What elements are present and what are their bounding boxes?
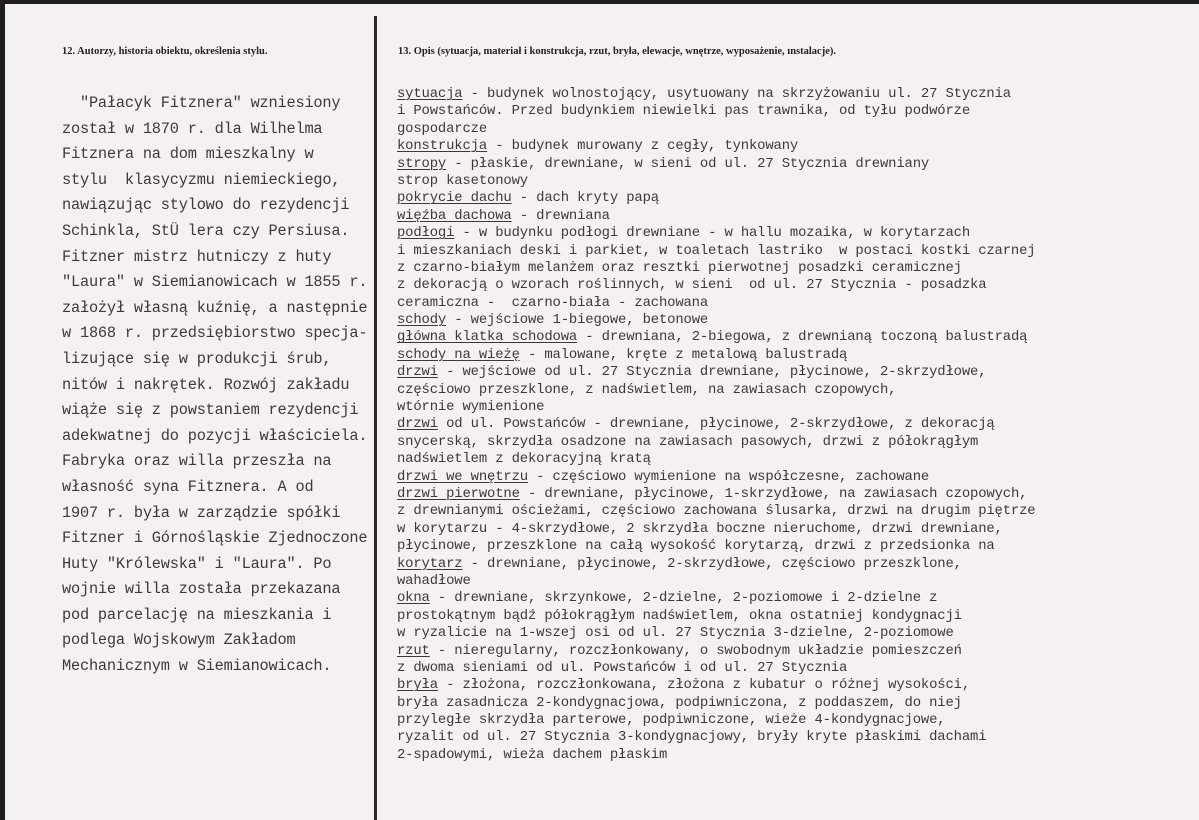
description-line <box>397 208 1189 225</box>
history-line: Schinkla, StÜ lera czy Persiusa. <box>62 221 350 240</box>
description-line <box>397 556 1189 573</box>
description-line <box>397 608 1189 625</box>
description-line <box>397 538 1189 555</box>
description-text-run: z drewnianymi ościeżami, częściowo zachowana ślusarka, drzwi na drugim piętrze <box>397 503 1036 520</box>
description-line <box>397 469 1189 486</box>
description-line <box>397 138 1189 155</box>
description-term: drzwi <box>397 364 438 381</box>
description-text-run: z dwoma sieniami od ul. Powstańców i od ul. 27 Stycznia <box>397 659 848 676</box>
description-text-run: w korytarzu - 4-skrzydłowe, 2 skrzydła boczne nieruchome, drzwi drewniane, <box>397 520 1003 537</box>
description-text-run: od ul. Powstańców - drewniane, płycinowe, 2-skrzydłowe, z dekoracją <box>437 416 995 433</box>
description-text-run: wtórnie wymienione <box>397 399 545 416</box>
history-line: lizujące się w produkcji śrub, <box>62 349 332 368</box>
page-edge-top <box>0 0 1199 4</box>
history-line: stylu klasycyzmu niemieckiego, <box>62 170 341 189</box>
history-line: "Laura" w Siemianowicach w 1855 r. <box>62 273 368 292</box>
history-line: "Pałacyk Fitznera" wzniesiony <box>62 94 341 112</box>
description-text-run: wahadłowe <box>397 572 471 589</box>
description-text-run: z dekoracją o wzorach roślinnych, w sieni od ul. 27 Stycznia - posadzka <box>397 277 987 294</box>
description-line <box>397 364 1189 381</box>
description-text-run: - częściowo wymienione na współczesne, zachowane <box>527 468 930 485</box>
description-line <box>397 86 1189 103</box>
history-line: Huty "Królewska" i "Laura". Po <box>62 554 332 573</box>
description-term: drzwi <box>397 416 438 433</box>
description-text-run: - nieregularny, rozczłonkowany, o swobodnym układzie pomieszczeń <box>429 642 962 659</box>
description-text-run: nadświetlem z dekoracyjną kratą <box>397 451 651 468</box>
history-line: wiąże się z powstaniem rezydencji <box>62 401 359 420</box>
description-line <box>397 625 1189 642</box>
description-text-run: i mieszkaniach deski i parkiet, w toaletach lastriko w postaci kostki czarnej <box>397 242 1036 259</box>
history-line: założył własną kuźnię, a następnie <box>62 298 368 317</box>
description-text-run: i Powstańców. Przed budynkiem niewielki pas trawnika, od tyłu podwórze <box>397 103 971 120</box>
description-term: sytuacja <box>397 86 463 102</box>
description-line <box>397 156 1189 173</box>
description-text-run: - płaskie, drewniane, w sieni od ul. 27 Stycznia drewniany <box>446 155 930 172</box>
description-line <box>397 103 1189 120</box>
description-text-run: - drewniana <box>511 207 610 224</box>
history-line: Mechanicznym w Siemianowicach. <box>62 657 332 676</box>
history-line: Fitzner i Górnośląskie Zjednoczone <box>62 529 368 548</box>
description-term: więźba dachowa <box>397 207 512 224</box>
description-text-run: 2-spadowymi, wieża dachem płaskim <box>397 746 668 763</box>
description-text <box>397 86 1189 764</box>
history-line: własność syna Fitznera. A od <box>62 477 314 496</box>
description-line <box>397 382 1189 399</box>
description-line <box>397 329 1189 346</box>
description-line <box>397 486 1189 503</box>
description-text-run: - wejściowe 1-biegowe, betonowe <box>446 312 709 329</box>
description-text-run: - malowane, kręte z metalową balustradą <box>519 346 848 363</box>
description-line <box>397 521 1189 538</box>
description-line <box>397 243 1189 260</box>
history-line: Fitznera na dom mieszkalny w <box>62 145 314 164</box>
description-term: drzwi we wnętrzu <box>397 468 528 485</box>
description-term: pokrycie dachu <box>397 190 512 207</box>
description-line <box>397 295 1189 312</box>
history-line: adekwatnej do pozycji właściciela. <box>62 426 368 445</box>
description-line <box>397 695 1189 712</box>
description-line <box>397 677 1189 694</box>
description-line <box>397 312 1189 329</box>
description-text-run: prostokątnym bądź półokrągłym nadświetlem, okna ostatniej kondygnacji <box>397 607 962 624</box>
description-text-run: - w budynku podłogi drewniane - w hallu mozaika, w korytarzach <box>454 225 971 242</box>
description-text-run: - drewniane, płycinowe, 1-skrzydłowe, na zawiasach czopowych, <box>519 485 1028 502</box>
description-text-run: bryła zasadnicza 2-kondygnacjowa, podpiwniczona, z poddaszem, do niej <box>397 694 962 711</box>
description-text-run: - złożona, rozczłonkowana, złożona z kubatur o różnej wysokości, <box>437 677 971 694</box>
description-line <box>397 747 1189 764</box>
description-text-run: - drewniane, skrzynkowe, 2-dzielne, 2-poziomowe i 2-dzielne z <box>429 590 938 607</box>
description-text-run: - wejściowe od ul. 27 Stycznia drewniane, płycinowe, 2-skrzydłowe, <box>437 364 987 381</box>
description-term: konstrukcja <box>397 138 488 155</box>
description-text-run: - budynek wolnostojący, usytuowany na skrzyżowaniu ul. 27 Stycznia <box>462 86 1011 102</box>
history-line: został w 1870 r. dla Wilhelma <box>62 119 323 138</box>
history-line: pod parcelację na mieszkania i <box>62 605 332 624</box>
description-term: główna klatka schodowa <box>397 329 578 346</box>
history-line: w 1868 r. przedsiębiorstwo specja- <box>62 324 368 343</box>
history-line: Fabryka oraz willa przeszła na <box>62 452 332 471</box>
description-text-run: strop kasetonowy <box>397 172 528 189</box>
description-term: podłogi <box>397 225 455 242</box>
description-line <box>397 121 1189 138</box>
description-term: stropy <box>397 155 447 172</box>
history-line: nitów i nakrętek. Rozwój zakładu <box>62 375 350 394</box>
description-text-run: - drewniane, płycinowe, 2-skrzydłowe, częściowo przeszklone, <box>462 555 962 572</box>
description-line <box>397 190 1189 207</box>
history-line: wojnie willa została przekazana <box>62 580 341 599</box>
description-text-run: z czarno-białym melanżem oraz resztki pierwotnej posadzki ceramicznej <box>397 259 962 276</box>
description-line <box>397 260 1189 277</box>
description-term: schody na wieżę <box>397 346 520 363</box>
description-text-run: ceramiczna - czarno-biała - zachowana <box>397 294 709 311</box>
description-line <box>397 643 1189 660</box>
description-line <box>397 660 1189 677</box>
history-line: 1907 r. była w zarządzie spółki <box>62 503 341 522</box>
description-term: drzwi pierwotne <box>397 485 520 502</box>
description-text-run: częściowo przeszklone, z nadświetlem, na zawiasach czopowych, <box>397 381 897 398</box>
description-line <box>397 173 1189 190</box>
description-term: bryła <box>397 677 438 694</box>
description-line <box>397 434 1189 451</box>
history-line: nawiązując stylowo do rezydencji <box>62 196 350 215</box>
description-line <box>397 712 1189 729</box>
description-line <box>397 573 1189 590</box>
description-line <box>397 729 1189 746</box>
history-line: Fitzner mistrz hutniczy z huty <box>62 247 332 266</box>
description-line <box>397 451 1189 468</box>
description-line <box>397 277 1189 294</box>
history-line: podlega Wojskowym Zakładom <box>62 631 296 650</box>
description-text-run: przyległe skrzydła parterowe, podpiwniczone, wieże 4-kondygnacjowe, <box>397 712 946 729</box>
column-divider <box>374 16 377 820</box>
description-line <box>397 416 1189 433</box>
description-text-run: snycerską, skrzydła osadzone na zawiasach pasowych, drzwi z półokrągłym <box>397 433 979 450</box>
description-term: okna <box>397 590 430 607</box>
description-line <box>397 225 1189 242</box>
description-term: korytarz <box>397 555 463 572</box>
description-text-run: - budynek murowany z cegły, tynkowany <box>487 138 799 155</box>
description-line <box>397 590 1189 607</box>
description-term: rzut <box>397 642 430 659</box>
description-line <box>397 347 1189 364</box>
description-line <box>397 503 1189 520</box>
history-text <box>62 91 374 680</box>
page-edge-left <box>0 0 5 820</box>
section-13-header: 13. Opis (sytuacja, materiał i konstrukcja, rzut, bryła, elewacje, wnętrze, wyposażenie, ınstalacje). <box>398 46 837 57</box>
description-text-run: - dach kryty papą <box>511 190 659 207</box>
description-line <box>397 399 1189 416</box>
description-text-run: gospodarcze <box>397 120 488 137</box>
section-12-header: 12. Autorzy, historia obiektu, określenia stylu. <box>62 46 268 57</box>
description-text-run: ryzalit od ul. 27 Stycznia 3-kondygnacjowy, bryły kryte płaskimi dachami <box>397 729 987 746</box>
description-term: schody <box>397 312 447 329</box>
description-text-run: płycinowe, przeszklone na całą wysokość korytarzą, drzwi z przedsionka na <box>397 538 995 555</box>
description-text-run: - drewniana, 2-biegowa, z drewnianą toczoną balustradą <box>577 329 1028 346</box>
description-text-run: w ryzalicie na 1-wszej osi od ul. 27 Stycznia 3-dzielne, 2-poziomowe <box>397 625 954 642</box>
